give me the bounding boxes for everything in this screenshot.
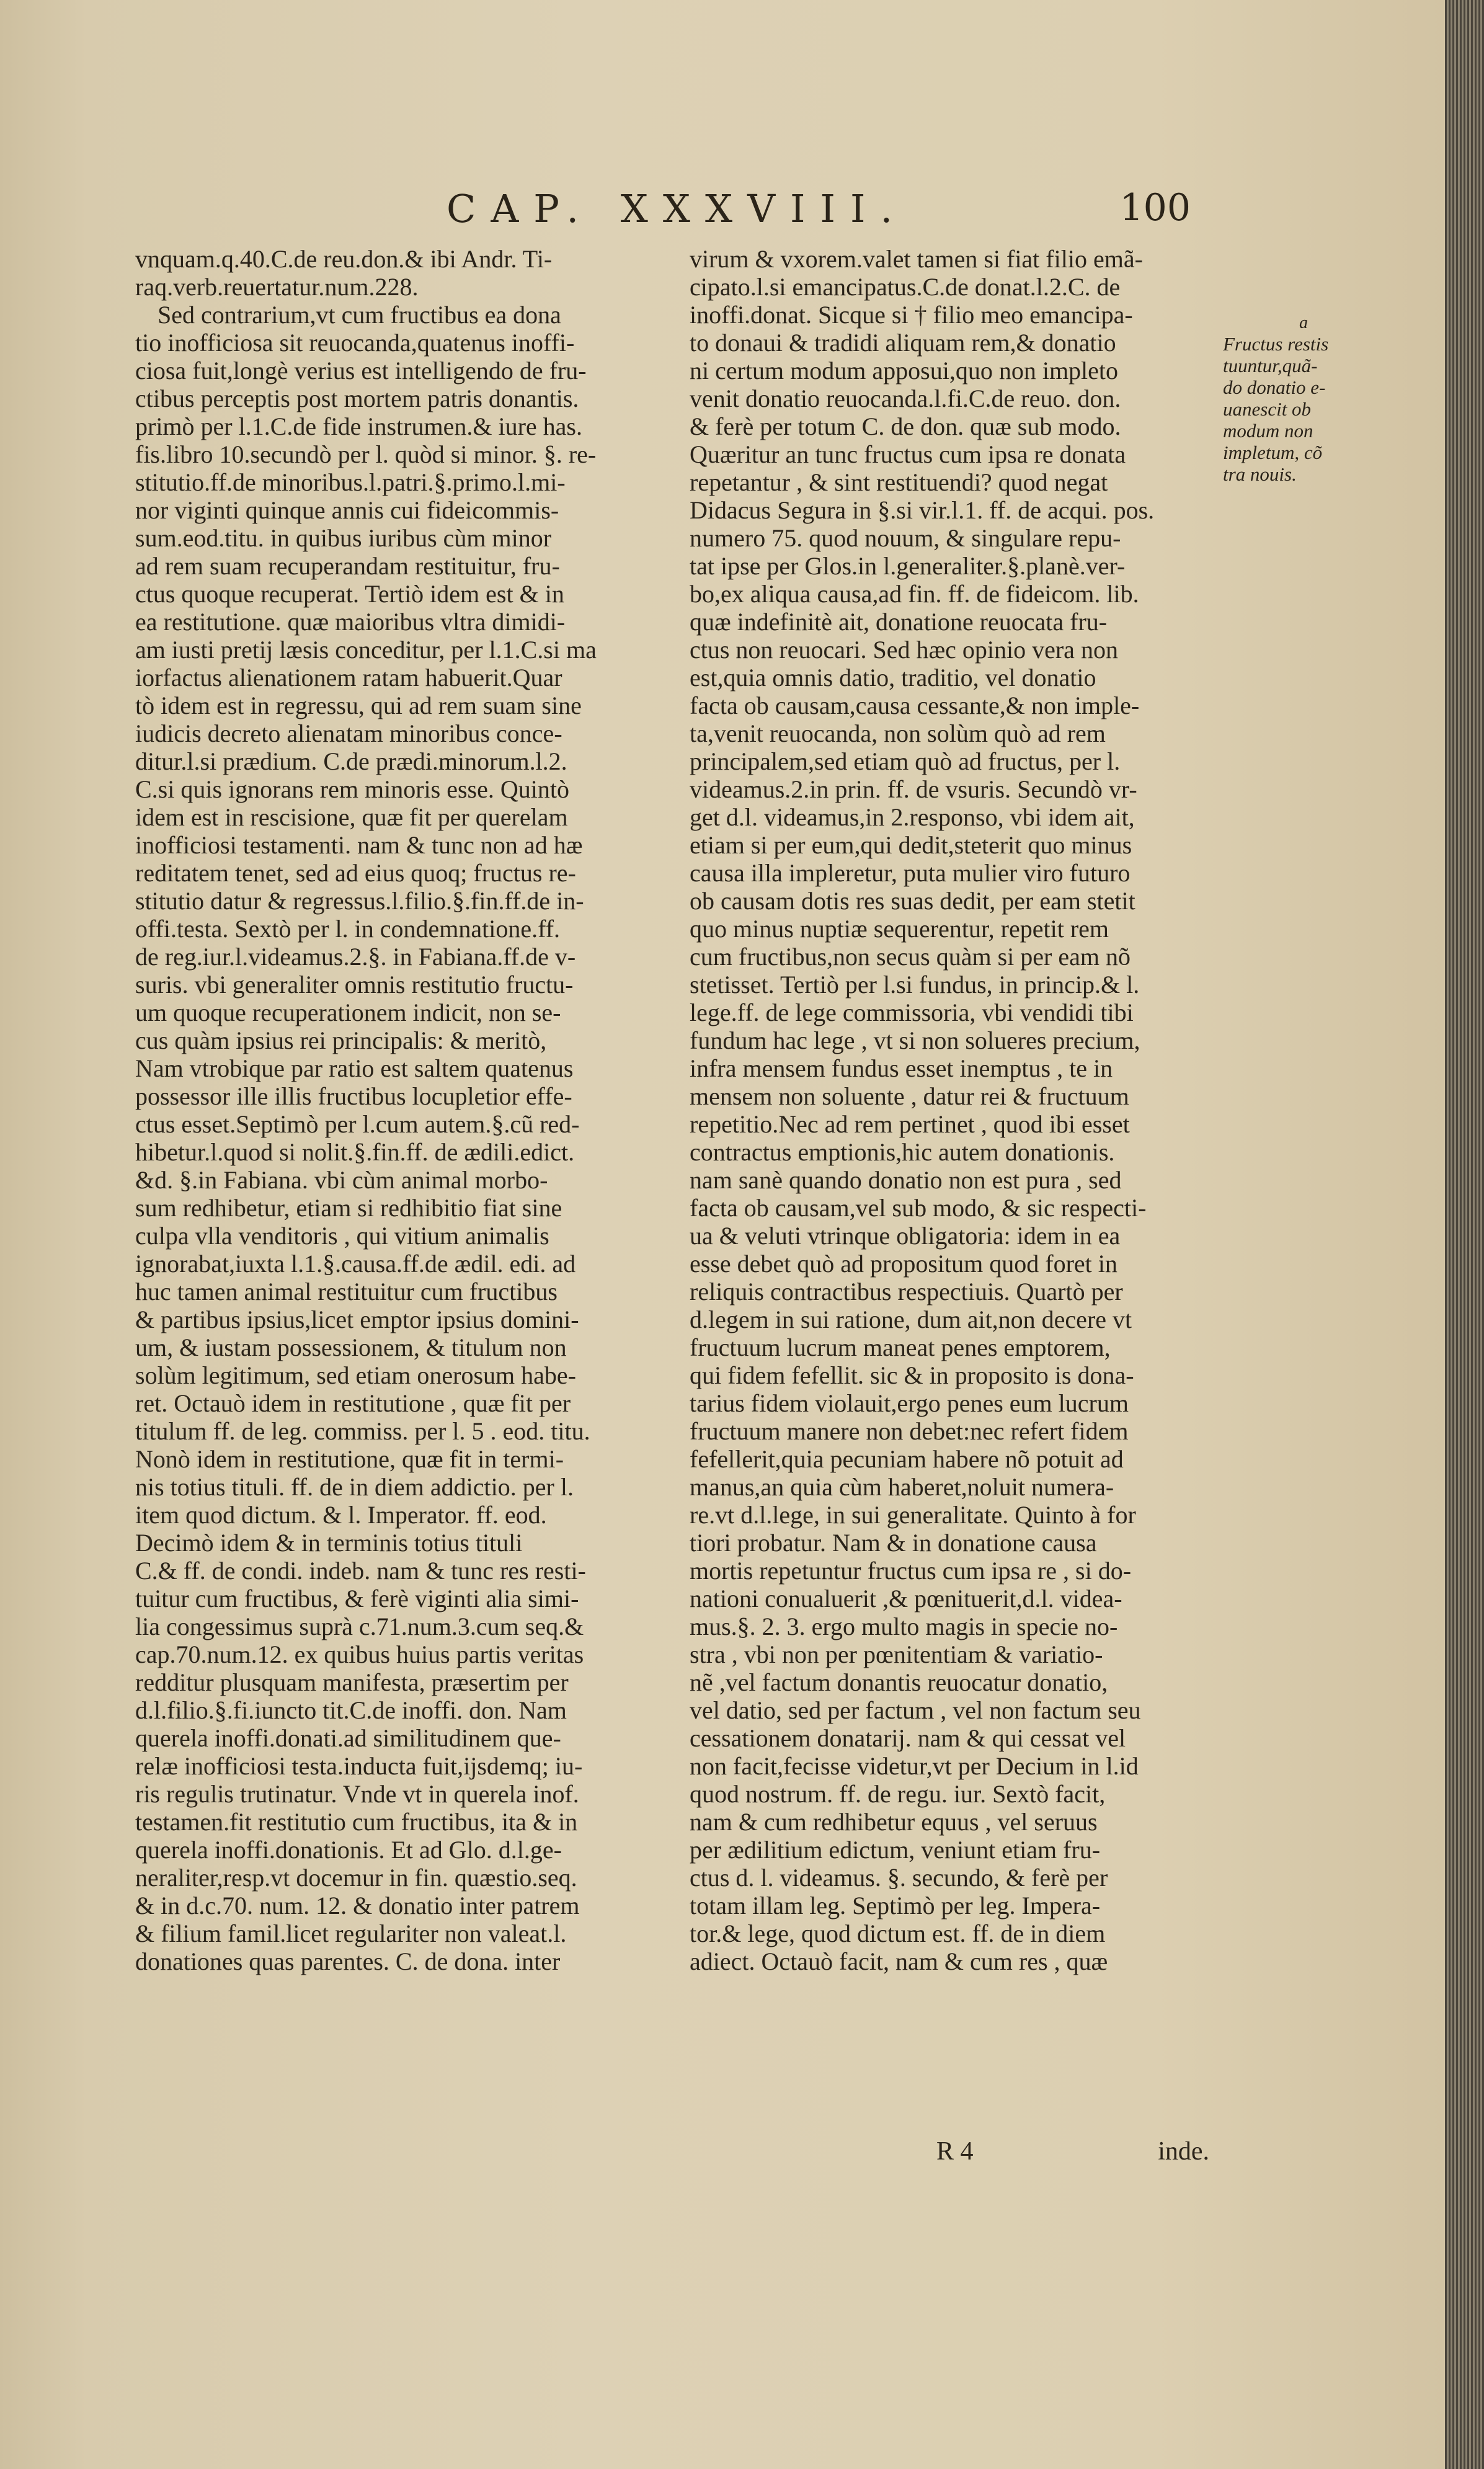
text-line: am iusti pretij læsis conceditur, per l.1.C.si ma: [135, 636, 597, 664]
text-line: nationi conualuerit ,& pœnituerit,d.l. videa-: [690, 1585, 1122, 1613]
text-line: get d.l. videamus,in 2.responso, vbi idem ait,: [690, 803, 1135, 831]
page-footer: [936, 2137, 1209, 2168]
text-line: ad rem suam recuperandam restituitur, fru-: [135, 552, 560, 580]
marginal-note-line: do donatio e-: [1223, 376, 1326, 398]
text-line: Sed contrarium,vt cum fructibus ea dona: [158, 301, 561, 329]
text-line: um quoque recuperationem indicit, non se-: [135, 999, 561, 1026]
text-line: & partibus ipsius,licet emptor ipsius domini-: [135, 1306, 579, 1333]
text-line: ris regulis trutinatur. Vnde vt in querela inof.: [135, 1780, 579, 1808]
text-line: facta ob causam,causa cessante,& non imple-: [690, 692, 1140, 719]
text-line: neraliter,resp.vt docemur in fin. quæstio.seq.: [135, 1864, 577, 1892]
marginal-note-line: impletum, cõ: [1223, 442, 1323, 463]
text-line: ctus quoque recuperat. Tertiò idem est & in: [135, 580, 564, 608]
text-line: ctibus perceptis post mortem patris donantis.: [135, 385, 579, 412]
text-line: facta ob causam,vel sub modo, & sic respecti-: [690, 1194, 1147, 1222]
text-line: nis totius tituli. ff. de in diem addictio. per l.: [135, 1473, 574, 1501]
text-line: repetantur , & sint restituendi? quod negat: [690, 468, 1108, 496]
text-line: stetisset. Tertiò per l.si fundus, in princip.& l.: [690, 971, 1140, 999]
text-line: virum & vxorem.valet tamen si fiat filio emã-: [690, 245, 1143, 273]
text-line: fundum hac lege , vt si non solueres precium,: [690, 1026, 1140, 1054]
text-line: nor viginti quinque annis cui fideicommis-: [135, 496, 559, 524]
marginal-note-line: tuuntur,quã-: [1223, 355, 1318, 376]
text-line: relæ inofficiosi testa.inducta fuit,ijsdemq; iu-: [135, 1752, 583, 1780]
text-line: suris. vbi generaliter omnis restitutio fructu-: [135, 971, 574, 999]
text-line: quod nostrum. ff. de regu. iur. Sextò facit,: [690, 1780, 1106, 1808]
marginal-note-lines: [1223, 333, 1384, 485]
text-line: & filium famil.licet regulariter non valeat.l.: [135, 1920, 567, 1947]
text-line: fructuum manere non debet:nec refert fidem: [690, 1417, 1129, 1445]
text-line: raq.verb.reuertatur.num.228.: [135, 273, 419, 301]
text-line: infra mensem fundus esset inemptus , te in: [690, 1054, 1113, 1082]
text-line: cap.70.num.12. ex quibus huius partis veritas: [135, 1640, 584, 1668]
text-line: vnquam.q.40.C.de reu.don.& ibi Andr. Ti-: [135, 245, 553, 273]
text-line: hibetur.l.quod si nolit.§.fin.ff. de ædili.edict.: [135, 1138, 575, 1166]
text-line: nam & cum redhibetur equus , vel seruus: [690, 1808, 1098, 1836]
text-line: lia congessimus suprà c.71.num.3.cum seq.&: [135, 1613, 584, 1640]
text-line: fefellerit,quia pecuniam habere nõ potuit ad: [690, 1445, 1124, 1473]
marginal-note-line: tra nouis.: [1223, 463, 1297, 485]
text-line: etiam si per eum,qui dedit,steterit quo minus: [690, 831, 1132, 859]
text-line: ctus non reuocari. Sed hæc opinio vera non: [690, 636, 1118, 664]
page-edge-binding: [1445, 0, 1484, 2469]
text-line: sum.eod.titu. in quibus iuribus cùm minor: [135, 524, 552, 552]
text-line: est,quia omnis datio, traditio, vel donatio: [690, 664, 1096, 692]
text-line: ditur.l.si prædium. C.de prædi.minorum.l.2.: [135, 747, 567, 775]
text-line: fis.libro 10.secundò per l. quòd si minor. §. re-: [135, 440, 597, 468]
text-line: to donaui & tradidi aliquam rem,& donatio: [690, 329, 1116, 357]
text-line: Decimò idem & in terminis totius tituli: [135, 1529, 523, 1557]
text-line: tò idem est in regressu, qui ad rem suam sine: [135, 692, 582, 719]
text-line: stitutio datur & regressus.l.filio.§.fin.ff.de in-: [135, 887, 584, 915]
text-line: idem est in rescisione, quæ fit per querelam: [135, 803, 568, 831]
text-line: querela inoffi.donationis. Et ad Glo. d.l.ge-: [135, 1836, 562, 1864]
text-line: titulum ff. de leg. commiss. per l. 5 . eod. titu.: [135, 1417, 590, 1445]
text-line: totam illam leg. Septimò per leg. Impera-: [690, 1892, 1101, 1920]
text-line: reditatem tenet, sed ad eius quoq; fructus re-: [135, 859, 576, 887]
text-line: esse debet quò ad propositum quod foret in: [690, 1250, 1117, 1278]
text-line: manus,an quia cùm haberet,noluit numera-: [690, 1473, 1114, 1501]
text-line: um, & iustam possessionem, & titulum non: [135, 1333, 567, 1361]
text-line: repetitio.Nec ad rem pertinet , quod ibi esset: [690, 1110, 1130, 1138]
text-line: numero 75. quod nouum, & singulare repu-: [690, 524, 1121, 552]
text-line: possessor ille illis fructibus locupletior effe-: [135, 1082, 572, 1110]
text-line: cum fructibus,non secus quàm si per eam nõ: [690, 943, 1131, 971]
text-line: fructuum lucrum maneat penes emptorem,: [690, 1333, 1111, 1361]
text-line: re.vt d.l.lege, in sui generalitate. Quinto à for: [690, 1501, 1136, 1529]
text-line: redditur plusquam manifesta, præsertim per: [135, 1668, 569, 1696]
text-line: ret. Octauò idem in restitutione , quæ fit per: [135, 1389, 571, 1417]
text-line: quæ indefinitè ait, donatione reuocata fru-: [690, 608, 1108, 636]
text-line: primò per l.1.C.de fide instrumen.& iure has.: [135, 412, 582, 440]
text-line: per ædilitium edictum, veniunt etiam fru-: [690, 1836, 1101, 1864]
text-line: item quod dictum. & l. Imperator. ff. eod.: [135, 1501, 547, 1529]
text-line: stra , vbi non per pœnitentiam & variatio-: [690, 1640, 1103, 1668]
text-line: tiori probatur. Nam & in donatione causa: [690, 1529, 1097, 1557]
text-line: ta,venit reuocanda, non solùm quò ad rem: [690, 719, 1106, 747]
text-line: mus.§. 2. 3. ergo multo magis in specie no-: [690, 1613, 1118, 1640]
marginal-note: [1223, 313, 1384, 485]
left-text-column: [135, 245, 644, 1975]
right-text-column: [690, 245, 1211, 1975]
text-line: principalem,sed etiam quò ad fructus, per l.: [690, 747, 1121, 775]
text-line: ob causam dotis res suas dedit, per eam stetit: [690, 887, 1135, 915]
text-line: C.si quis ignorans rem minoris esse. Quintò: [135, 775, 569, 803]
text-line: ciosa fuit,longè verius est intelligendo de fru-: [135, 357, 587, 385]
text-line: vel datio, sed per factum , vel non factum seu: [690, 1696, 1141, 1724]
text-line: tuitur cum fructibus, & ferè viginti alia simi-: [135, 1585, 579, 1613]
text-line: ni certum modum apposui,quo non impleto: [690, 357, 1119, 385]
text-line: ctus d. l. videamus. §. secundo, & ferè per: [690, 1864, 1108, 1892]
text-line: sum redhibetur, etiam si redhibitio fiat sine: [135, 1194, 562, 1222]
text-line: cus quàm ipsius rei principalis: & meritò,: [135, 1026, 547, 1054]
text-line: cessationem donatarij. nam & qui cessat vel: [690, 1724, 1126, 1752]
text-line: ignorabat,iuxta l.1.§.causa.ff.de ædil. edi. ad: [135, 1250, 576, 1278]
text-line: ua & veluti vtrinque obligatoria: idem in ea: [690, 1222, 1121, 1250]
text-line: videamus.2.in prin. ff. de vsuris. Secundò vr-: [690, 775, 1137, 803]
text-line: qui fidem fefellit. sic & in proposito is dona-: [690, 1361, 1134, 1389]
text-line: inoffi.donat. Sicque si † filio meo emancipa-: [690, 301, 1133, 329]
text-line: bo,ex aliqua causa,ad fin. ff. de fideicom. lib.: [690, 580, 1139, 608]
text-line: mensem non soluente , datur rei & fructuum: [690, 1082, 1129, 1110]
text-line: Didacus Segura in §.si vir.l.1. ff. de acqui. pos.: [690, 496, 1155, 524]
marginal-note-line: uanescit ob: [1223, 398, 1312, 420]
text-line: reliquis contractibus respectiuis. Quartò per: [690, 1278, 1123, 1306]
text-line: mortis repetuntur fructus cum ipsa re , si do-: [690, 1557, 1132, 1585]
text-line: C.& ff. de condi. indeb. nam & tunc res resti-: [135, 1557, 586, 1585]
text-line: non facit,fecisse videtur,vt per Decium in l.id: [690, 1752, 1139, 1780]
text-line: quo minus nuptiæ sequerentur, repetit rem: [690, 915, 1109, 943]
text-line: ctus esset.Septimò per l.cum autem.§.cũ red-: [135, 1110, 580, 1138]
text-line: nam sanè quando donatio non est pura , sed: [690, 1166, 1122, 1194]
text-line: iorfactus alienationem ratam habuerit.Quar: [135, 664, 562, 692]
signature-mark: R 4: [936, 2137, 974, 2166]
text-line: tio inofficiosa sit reuocanda,quatenus inoffi-: [135, 329, 575, 357]
text-line: querela inoffi.donati.ad similitudinem que-: [135, 1724, 561, 1752]
text-line: Quæritur an tunc fructus cum ipsa re donata: [690, 440, 1126, 468]
text-line: cipato.l.si emancipatus.C.de donat.l.2.C. de: [690, 273, 1121, 301]
text-line: & in d.c.70. num. 12. & donatio inter patrem: [135, 1892, 580, 1920]
text-line: solùm legitimum, sed etiam onerosum habe-: [135, 1361, 576, 1389]
text-line: lege.ff. de lege commissoria, vbi vendidi tibi: [690, 999, 1134, 1026]
page-header: [447, 186, 1191, 229]
text-line: stitutio.ff.de minoribus.l.patri.§.primo.l.mi-: [135, 468, 566, 496]
text-line: contractus emptionis,hic autem donationis.: [690, 1138, 1115, 1166]
text-line: tarius fidem violauit,ergo penes eum lucrum: [690, 1389, 1129, 1417]
page-number: 100: [1119, 186, 1191, 229]
text-line: inofficiosi testamenti. nam & tunc non ad hæ: [135, 831, 583, 859]
marginal-note-line: modum non: [1223, 420, 1313, 442]
text-line: nẽ ,vel factum donantis reuocatur donatio,: [690, 1668, 1108, 1696]
text-line: tor.& lege, quod dictum est. ff. de in diem: [690, 1920, 1106, 1947]
catchword: inde.: [1158, 2137, 1209, 2166]
text-line: Nonò idem in restitutione, quæ fit in termi-: [135, 1445, 564, 1473]
text-line: culpa vlla venditoris , qui vitium animalis: [135, 1222, 549, 1250]
text-line: tat ipse per Glos.in l.generaliter.§.planè.ver-: [690, 552, 1126, 580]
text-line: de reg.iur.l.videamus.2.§. in Fabiana.ff.de v-: [135, 943, 576, 971]
text-line: & ferè per totum C. de don. quæ sub modo.: [690, 412, 1121, 440]
text-line: venit donatio reuocanda.l.fi.C.de reuo. don.: [690, 385, 1121, 412]
text-line: adiect. Octauò facit, nam & cum res , quæ: [690, 1947, 1108, 1975]
marginal-note-letter: a: [1299, 313, 1308, 332]
text-line: offi.testa. Sextò per l. in condemnatione.ff.: [135, 915, 561, 943]
text-line: &d. §.in Fabiana. vbi cùm animal morbo-: [135, 1166, 548, 1194]
text-line: causa illa impleretur, puta mulier viro futuro: [690, 859, 1131, 887]
text-line: d.l.filio.§.fi.iuncto tit.C.de inoffi. don. Nam: [135, 1696, 567, 1724]
text-line: donationes quas parentes. C. de dona. inter: [135, 1947, 561, 1975]
text-line: iudicis decreto alienatam minoribus conce-: [135, 719, 562, 747]
text-line: testamen.fit restitutio cum fructibus, ita & in: [135, 1808, 578, 1836]
text-line: d.legem in sui ratione, dum ait,non decere vt: [690, 1306, 1132, 1333]
text-line: huc tamen animal restituitur cum fructibus: [135, 1278, 558, 1306]
text-line: ea restitutione. quæ maioribus vltra dimidi-: [135, 608, 566, 636]
running-title: CAP. XXXVIII.: [447, 186, 908, 231]
text-line: Nam vtrobique par ratio est saltem quatenus: [135, 1054, 574, 1082]
marginal-note-line: Fructus restis: [1223, 333, 1329, 355]
